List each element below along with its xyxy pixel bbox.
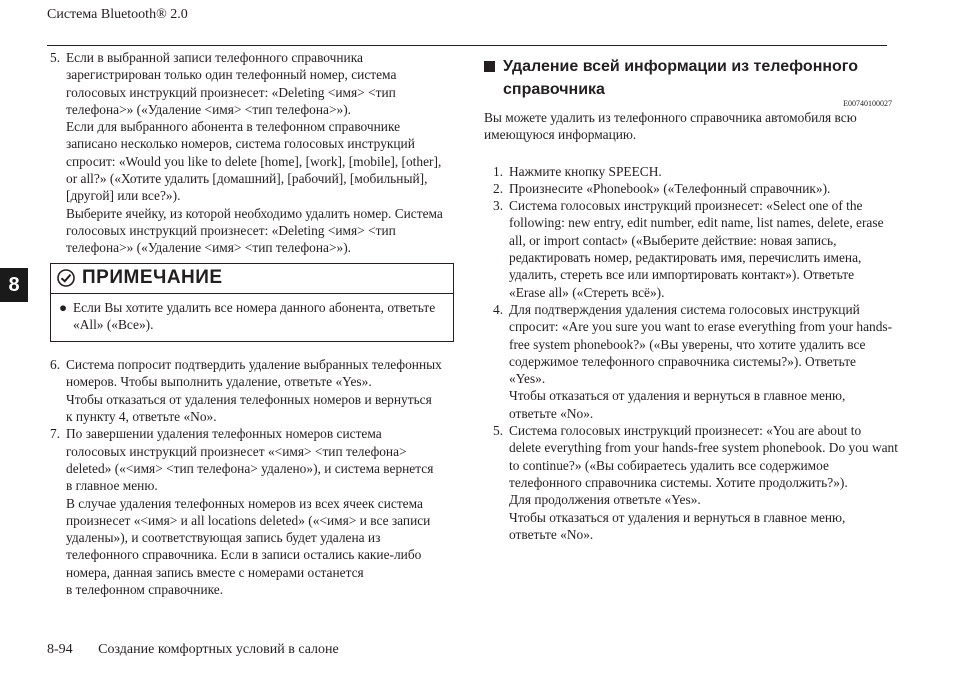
text-line: имеющуюся информацию.: [484, 127, 637, 143]
section-code: E00740100027: [843, 99, 892, 108]
header-divider: [47, 45, 887, 46]
step-text: [509, 180, 892, 197]
text-line: to continue?» («Вы собираетесь удалить все содержимое: [509, 457, 829, 473]
text-line: удалить, стереть все или импортировать контакт»). Ответьте: [509, 267, 855, 283]
right-column: [484, 55, 898, 543]
text-line: Для продолжения ответьте «Yes».: [509, 492, 701, 508]
step-number: 3.: [493, 198, 504, 214]
step-text: [66, 49, 452, 257]
step-7-result: [50, 425, 452, 598]
text-line: Произнесите «Phonebook» («Телефонный справочник»).: [509, 180, 831, 196]
list-item: [493, 422, 898, 543]
step-number: 6.: [50, 357, 61, 373]
text-line: В случае удаления телефонных номеров из всех ячеек система: [66, 495, 423, 511]
text-line: Система попросит подтвердить удаление выбранных телефонных: [66, 357, 442, 373]
text-line: голосовых инструкций произнесет: «Deleting <имя> <тип: [66, 222, 396, 238]
text-line: номеров. Чтобы выполнить удаление, ответьте «Yes».: [66, 374, 372, 390]
text-line: спросит: «Would you like to delete [home], [work], [mobile], [other],: [66, 153, 442, 169]
text-line: Система голосовых инструкций произнесет: «You are about to: [509, 423, 862, 439]
text-line: справочника: [503, 81, 605, 98]
page-number: 8-94: [47, 642, 73, 657]
step-number: 2.: [493, 180, 504, 196]
footer-section-title: Создание комфортных условий в салоне: [98, 642, 339, 657]
text-line: Нажмите кнопку SPEECH.: [509, 163, 662, 179]
text-line: Вы можете удалить из телефонного справочника автомобиля всю: [484, 110, 857, 125]
list-item: [493, 163, 892, 180]
text-line: голосовых инструкций произнесет «<имя> <тип телефона>: [66, 443, 407, 459]
text-line: [другой] или все?»).: [66, 188, 181, 204]
note-text: [73, 299, 447, 334]
text-line: all, or import contact» («Выберите действие: новая запись,: [509, 232, 837, 248]
intro-text: [484, 109, 892, 144]
section-title: [503, 55, 858, 101]
left-column: [50, 49, 452, 598]
text-line: free system phonebook?» («Вы уверены, что хотите удалить все: [509, 336, 866, 352]
step-number: 5.: [493, 423, 504, 439]
text-line: редактировать номер, редактировать имя, перечислить имена,: [509, 250, 862, 266]
text-line: произнесет «<имя> и all locations deleted» («<имя> и все записи: [66, 512, 431, 528]
running-header: Система Bluetooth® 2.0: [47, 7, 188, 22]
step-number: 5.: [50, 50, 61, 65]
page-footer: [47, 642, 339, 658]
text-line: delete everything from your hands-free system phonebook. Do you want: [509, 440, 898, 456]
note-header: [51, 264, 453, 294]
list-item: [493, 180, 892, 197]
text-line: номера, данная запись вместе с номерами останется: [66, 564, 364, 580]
text-line: «All» («Все»).: [73, 316, 154, 332]
text-line: голосовых инструкций произнесет: «Deleting <имя> <тип: [66, 84, 396, 100]
text-line: or all?» («Хотите удалить [домашний], [рабочий], [мобильный],: [66, 171, 428, 187]
text-line: телефона>» («Удаление <имя> <тип телефона>»).: [66, 240, 351, 256]
text-line: Если Вы хотите удалить все номера данного абонента, ответьте: [73, 299, 436, 315]
steps-list: [484, 163, 898, 544]
text-line: зарегистрирован только один телефонный номер, система: [66, 67, 397, 83]
step-number: 7.: [50, 426, 61, 442]
section-square-icon: [484, 61, 495, 72]
text-line: Чтобы отказаться от удаления и вернуться в главное меню,: [509, 388, 846, 404]
step-text: [66, 425, 452, 598]
text-line: Для подтверждения удаления система голосовых инструкций: [509, 301, 860, 317]
text-line: содержимое телефонного справочника системы?»). Ответьте: [509, 353, 856, 369]
step-text: [509, 163, 892, 180]
step-5-delete-number: [50, 49, 452, 257]
step-number: 4.: [493, 301, 504, 317]
text-line: По завершении удаления телефонных номеров система: [66, 426, 382, 442]
text-line: ответьте «No».: [509, 526, 594, 542]
text-line: Чтобы отказаться от удаления телефонных номеров и вернуться: [66, 391, 432, 407]
text-line: телефона>» («Удаление <имя> <тип телефона>»).: [66, 101, 351, 117]
step-text: [509, 301, 892, 422]
list-item: [493, 301, 892, 422]
note-title: ПРИМЕЧАНИЕ: [82, 267, 223, 289]
text-line: к пункту 4, ответьте «No».: [66, 409, 217, 425]
text-line: «Erase all» («Стереть всё»).: [509, 284, 665, 300]
note-box: [50, 263, 454, 343]
list-item: [493, 197, 892, 301]
text-line: телефонного справочника системы. Хотите продолжить?»).: [509, 474, 848, 490]
text-line: записано несколько номеров, система голосовых инструкций: [66, 136, 415, 152]
note-body: [51, 294, 453, 342]
text-line: телефонного справочника. Если в записи остались какие-либо: [66, 547, 422, 563]
text-line: Если в выбранной записи телефонного справочника: [66, 50, 363, 65]
bullet-icon: ●: [59, 299, 68, 315]
text-line: Если для выбранного абонента в телефонном справочнике: [66, 119, 401, 135]
text-line: в телефонном справочнике.: [66, 582, 224, 598]
step-text: [509, 197, 892, 301]
chapter-tab: 8: [0, 268, 28, 302]
step-text: [509, 422, 898, 543]
text-line: спросит: «Are you sure you want to erase everything from your hands-: [509, 319, 893, 335]
step-6-confirm: [50, 356, 452, 425]
text-line: Система голосовых инструкций произнесет: «Select one of the: [509, 198, 863, 214]
text-line: «Yes».: [509, 371, 546, 387]
text-line: following: new entry, edit number, edit name, list names, delete, erase: [509, 215, 884, 231]
note-check-icon: [57, 269, 75, 287]
text-line: удалены»), и соответствующая запись будет удалена из: [66, 530, 381, 546]
section-heading: [484, 55, 892, 101]
text-line: в главное меню.: [66, 478, 158, 494]
text-line: ответьте «No».: [509, 405, 594, 421]
text-line: Выберите ячейку, из которой необходимо удалить номер. Система: [66, 205, 443, 221]
text-line: Удаление всей информации из телефонного: [503, 58, 859, 75]
text-line: deleted» («<имя> <тип телефона> удалено»), и система вернется: [66, 460, 434, 476]
text-line: Чтобы отказаться от удаления и вернуться в главное меню,: [509, 509, 846, 525]
step-number: 1.: [493, 163, 504, 179]
step-text: [66, 356, 452, 425]
